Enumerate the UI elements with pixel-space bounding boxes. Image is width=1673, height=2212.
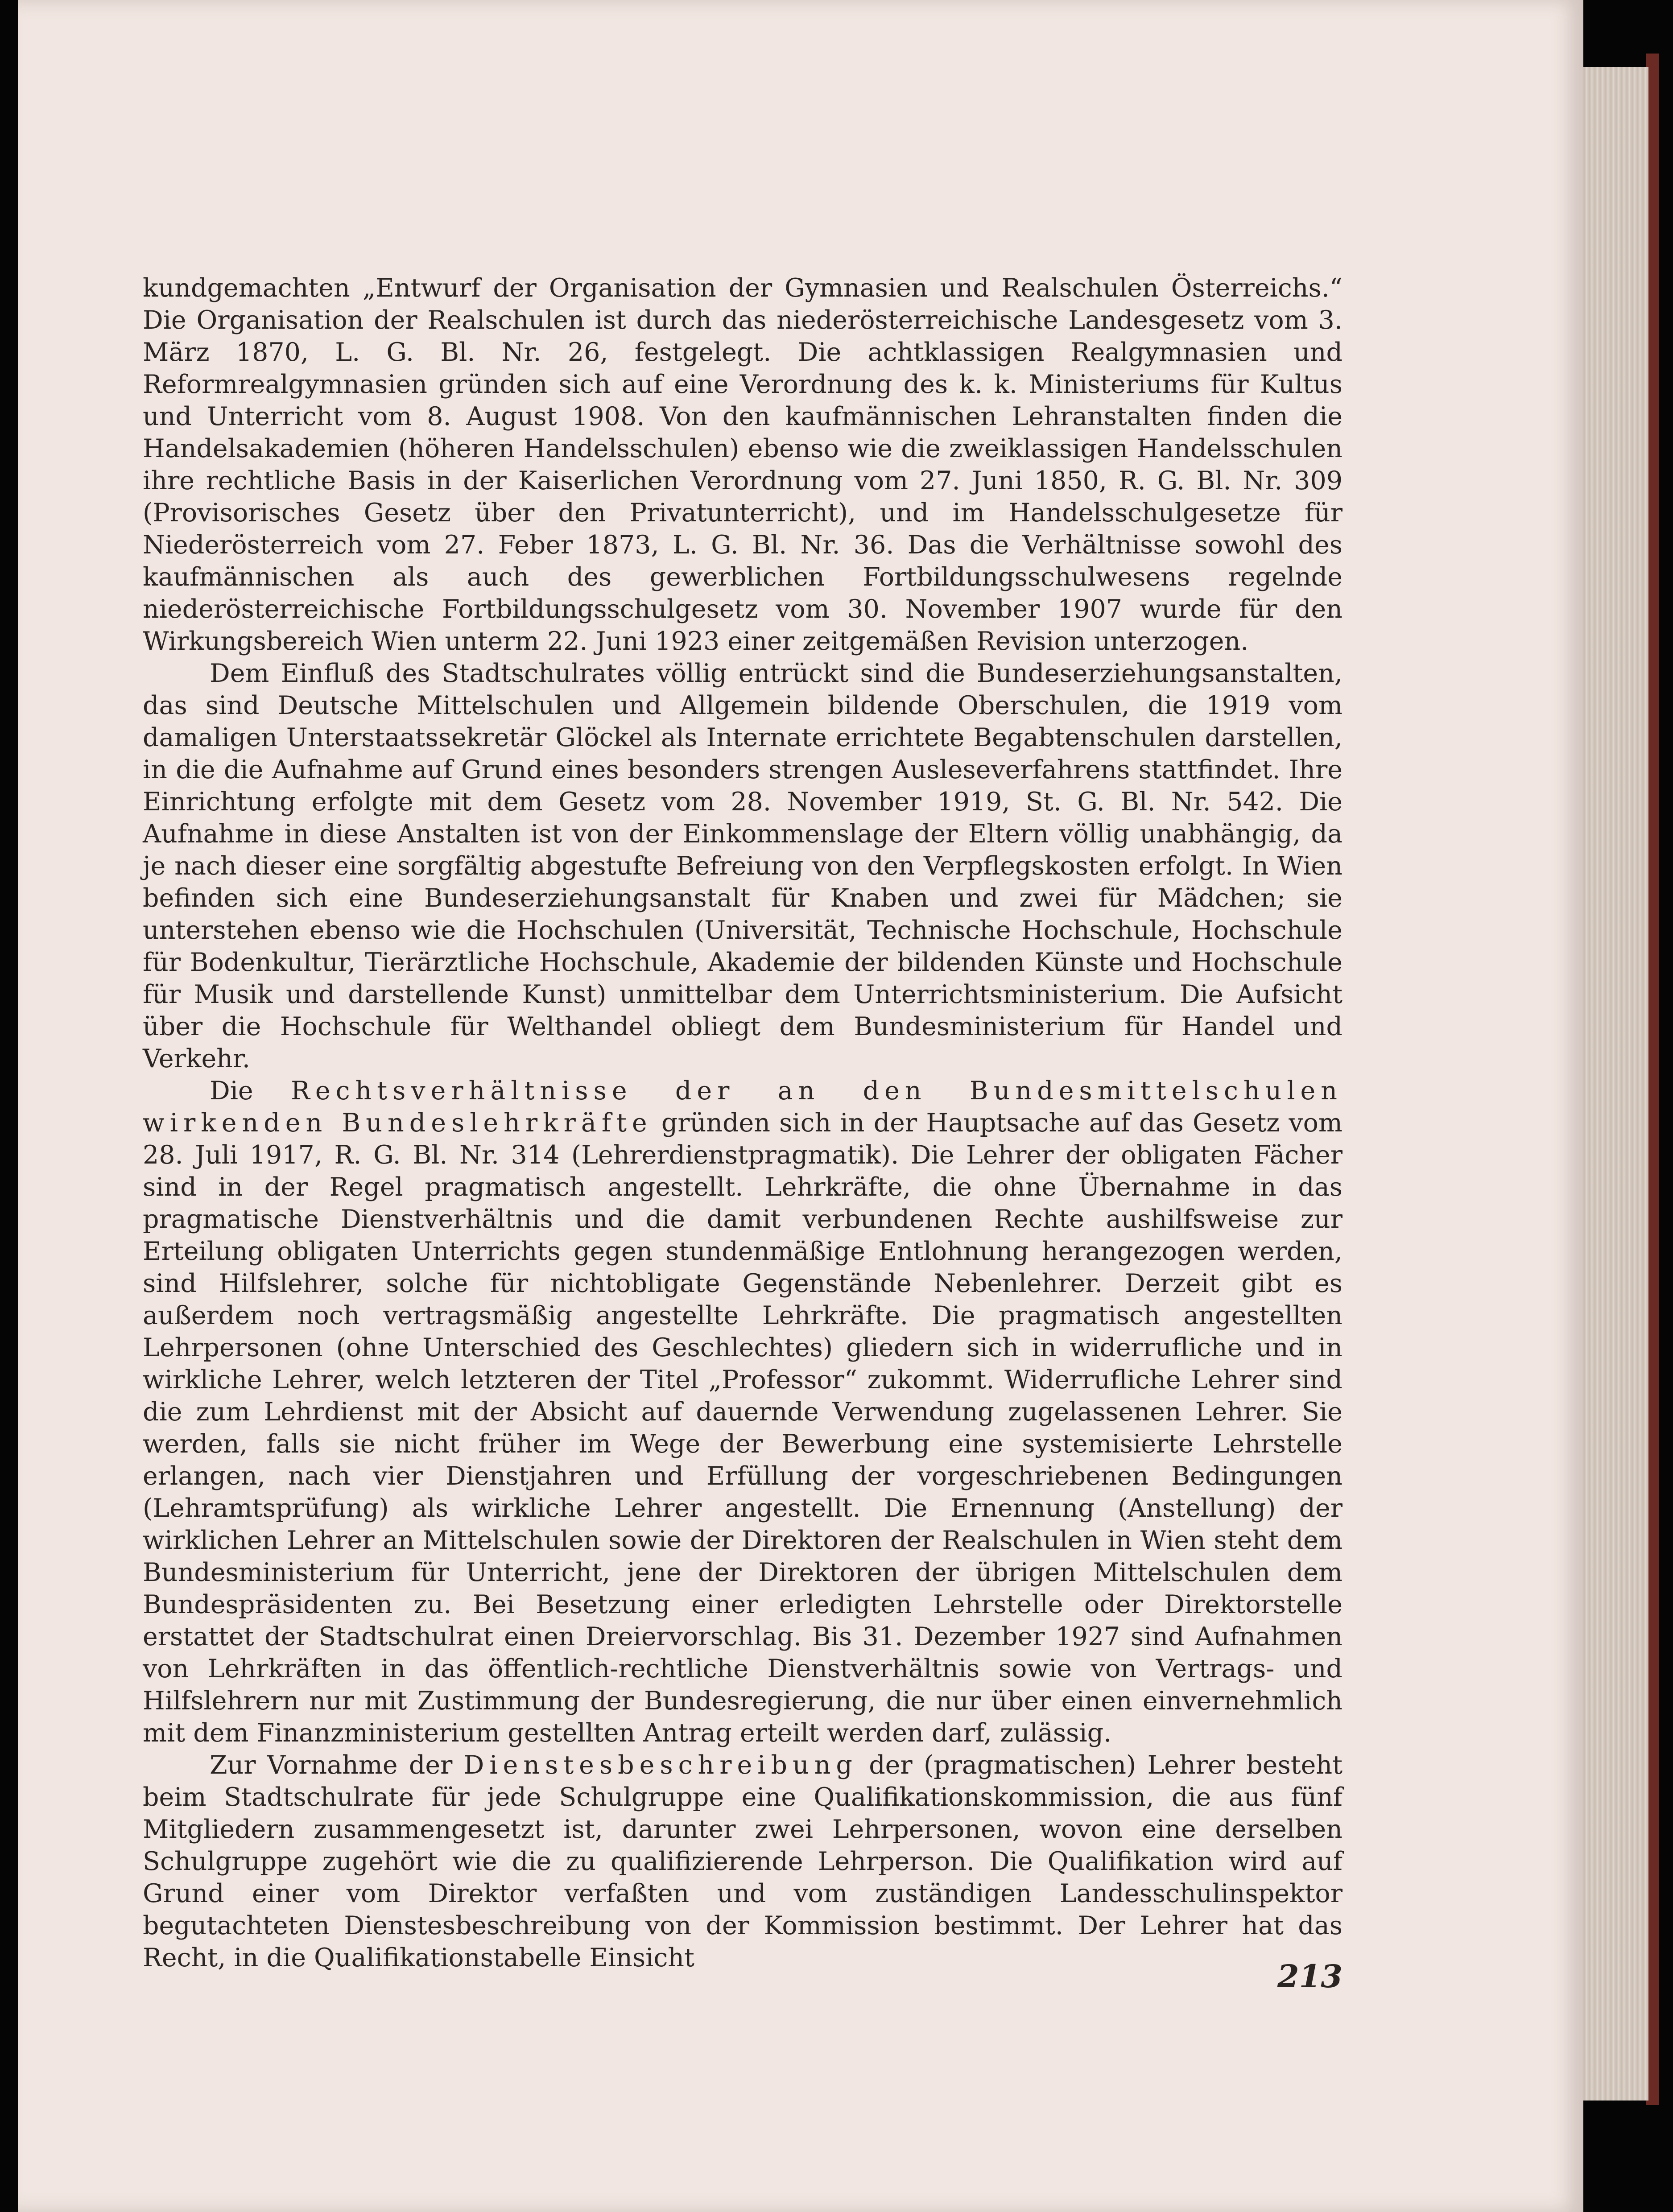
paragraph-4-lead: Zur Vornahme der — [210, 1750, 453, 1780]
paragraph-4 — [143, 1749, 1343, 1974]
paragraph-3-lead: Die — [210, 1076, 253, 1106]
paragraph-2 — [143, 657, 1343, 1075]
paragraph-1-text: kundgemachten „Entwurf der Organisation der Gymnasien und Realschulen Österreichs.“ Die Organisation der Realschulen ist durch das niederösterreichische Landesgesetz vom 3. März 1870, L. G. Bl. Nr. 26, festgelegt. Die achtklassigen Realgymnasien und Reformrealgymnasien gründen sich auf eine Verordnung des k. k. Ministeriums für Kultus und Unterricht vom 8. August 1908. Von den kaufmännischen Lehranstalten finden die Handelsakademien (höheren Handelsschulen) ebenso wie die zweiklassigen Handelsschulen ihre rechtliche Basis in der Kaiserlichen Verordnung vom 27. Juni 1850, R. G. Bl. Nr. 309 (Provisorisches Gesetz über den Privatunterricht), und im Handelsschulgesetze für Niederösterreich vom 27. Feber 1873, L. G. Bl. Nr. 36. Das die Verhältnisse sowohl des kaufmännischen als auch des gewerblichen Fortbildungsschulwesens regelnde niederösterreichische Fortbildungsschulgesetz vom 30. November 1907 wurde für den Wirkungsbereich Wien unterm 22. Juni 1923 einer zeitgemäßen Revision unterzogen. — [143, 273, 1343, 656]
book-page — [18, 0, 1583, 2212]
page-number: 213 — [1277, 1958, 1343, 1995]
paragraph-4-emphasis: Dienstesbeschreibung — [463, 1750, 858, 1780]
paragraph-3 — [143, 1075, 1343, 1749]
paragraph-4-text: der (pragmatischen) Lehrer besteht beim Stadtschulrate für jede Schulgruppe eine Qualifikationskommission, die aus fünf Mitgliedern zusammengesetzt ist, darunter zwei Lehrpersonen, wovon eine derselben Schulgruppe zugehört wie die zu qualifizierende Lehrperson. Die Qualifikation wird auf Grund einer vom Direktor verfaßten und vom zuständigen Landesschulinspektor begutachteten Dienstesbeschreibung von der Kommission bestimmt. Der Lehrer hat das Recht, in die Qualifikationstabelle Einsicht — [143, 1750, 1343, 1973]
paragraph-3-text: gründen sich in der Hauptsache auf das Gesetz vom 28. Juli 1917, R. G. Bl. Nr. 314 (Lehrerdienstpragmatik). Die Lehrer der obligaten Fächer sind in der Regel pragmatisch angestellt. Lehrkräfte, die ohne Übernahme in das pragmatische Dienstverhältnis und die damit verbundenen Rechte aushilfsweise zur Erteilung obligaten Unterrichts gegen stundenmäßige Entlohnung herangezogen werden, sind Hilfslehrer, solche für nichtobligate Gegenstände Nebenlehrer. Derzeit gibt es außerdem noch vertragsmäßig angestellte Lehrkräfte. Die pragmatisch angestellten Lehrpersonen (ohne Unterschied des Geschlechtes) gliedern sich in widerrufliche und in wirkliche Lehrer, welch letzteren der Titel „Professor“ zukommt. Widerrufliche Lehrer sind die zum Lehrdienst mit der Absicht auf dauernde Verwendung zugelassenen Lehrer. Sie werden, falls sie nicht früher im Wege der Bewerbung eine systemisierte Lehrstelle erlangen, nach vier Dienstjahren und Erfüllung der vorgeschriebenen Bedingungen (Lehramtsprüfung) als wirkliche Lehrer angestellt. Die Ernennung (Anstellung) der wirklichen Lehrer an Mittelschulen sowie der Direktoren der Realschulen in Wien steht dem Bundesministerium für Unterricht, jene der Direktoren der übrigen Mittelschulen dem Bundespräsidenten zu. Bei Besetzung einer erledigten Lehrstelle oder Direktorstelle erstattet der Stadtschulrat einen Dreiervorschlag. Bis 31. Dezember 1927 sind Aufnahmen von Lehrkräften in das öffentlich-rechtliche Dienstverhältnis sowie von Vertrags- und Hilfslehrern nur mit Zustimmung der Bundesregierung, die nur über einen einvernehmlich mit dem Finanzministerium gestellten Antrag erteilt werden darf, zulässig. — [143, 1108, 1343, 1748]
paragraph-1 — [143, 272, 1343, 657]
paragraph-3-emphasis: Rechtsverhältnisse der an den Bundesmittelschulen wirkenden Bundeslehrkräfte — [143, 1076, 1343, 1138]
paragraph-2-text: Dem Einfluß des Stadtschulrates völlig entrückt sind die Bundeserziehungsanstalten, das sind Deutsche Mittelschulen und Allgemein bildende Oberschulen, die 1919 vom damaligen Unterstaatssekretär Glöckel als Internate errichtete Begabtenschulen darstellen, in die die Aufnahme auf Grund eines besonders strengen Ausleseverfahrens stattfindet. Ihre Einrichtung erfolgte mit dem Gesetz vom 28. November 1919, St. G. Bl. Nr. 542. Die Aufnahme in diese Anstalten ist von der Einkommenslage der Eltern völlig unabhängig, da je nach dieser eine sorgfältig abgestufte Befreiung von den Verpflegskosten erfolgt. In Wien befinden sich eine Bundeserziehungsanstalt für Knaben und zwei für Mädchen; sie unterstehen ebenso wie die Hochschulen (Universität, Technische Hochschule, Hochschule für Bodenkultur, Tierärztliche Hochschule, Akademie der bildenden Künste und Hochschule für Musik und darstellende Kunst) unmittelbar dem Unterrichtsministerium. Die Aufsicht über die Hochschule für Welthandel obliegt dem Bundesministerium für Handel und Verkehr. — [143, 659, 1343, 1073]
body-text — [143, 272, 1343, 1974]
book-page-edges — [1579, 67, 1648, 2101]
